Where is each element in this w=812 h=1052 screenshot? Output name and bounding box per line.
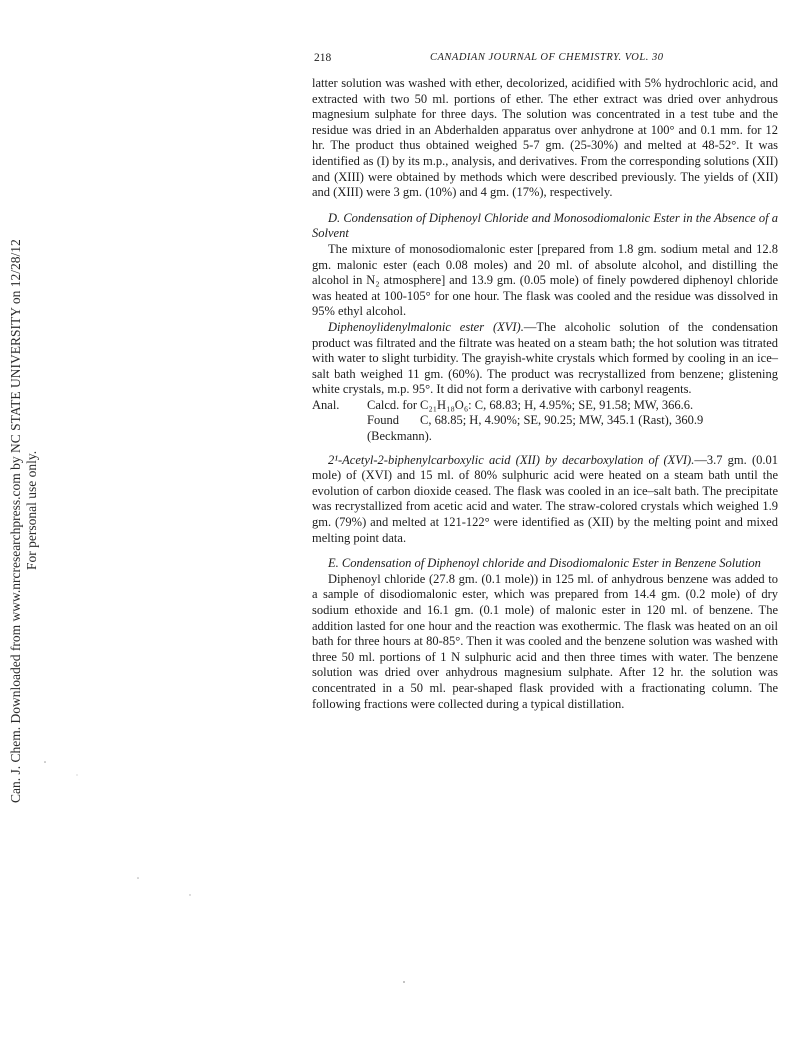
section-heading-d: D. Condensation of Diphenoyl Chloride and Monosodiomalonic Ester in the Absence of a Solvent xyxy=(312,210,778,241)
download-watermark xyxy=(0,0,60,1052)
paragraph-disodiomalonic: Diphenoyl chloride (27.8 gm. (0.1 mole)) in 125 ml. of anhydrous benzene was added to a sample of disodiomalonic ester, which was prepared from 14.4 gm. (0.2 mole) of dry sodium ethoxide and 16.1 gm. (0.1 mole) of malonic ester in 120 ml. of benzene. The addition lasted for one hour and the reaction was exothermic. The flask was heated on an oil bath for three hours at 80-85°. Then it was cooled and the benzene solution was washed with three 50 ml. portions of 1 N sulphuric acid and then three times with water. The benzene solution was dried over anhydrous magnesium sulphate. After 12 hr. the solution was concentrated in a 50 ml. pear-shaped flask provided with a fractionating column. The following fractions were collected during a typical distillation. xyxy=(312,571,778,711)
scan-speck xyxy=(189,894,190,895)
journal-title: CANADIAN JOURNAL OF CHEMISTRY. VOL. 30 xyxy=(430,52,664,63)
page-content xyxy=(312,50,778,712)
analysis-found-label: Found xyxy=(367,413,399,428)
analysis-found-row xyxy=(312,413,778,429)
running-head xyxy=(312,50,778,70)
analysis-block xyxy=(312,398,778,445)
analysis-label: Anal. xyxy=(312,397,340,412)
section-heading-e: E. Condensation of Diphenoyl chloride and Disodiomalonic Ester in Benzene Solution xyxy=(328,556,761,571)
paragraph-body-xvi: —The alcoholic solution of the condensation product was filtrated and the filtrate was heated on a steam bath; the hot solution was titrated with water to slight turbidity. The grayish-white crystals which formed by cooling in an ice–salt bath weighed 11 gm. (60%). The product was recrystallized from benzene; glistening white crystals, m.p. 95°. It did not form a derivative with carbonyl reagents. xyxy=(312,319,778,397)
watermark-personal-use-line: For personal use only. xyxy=(24,450,39,570)
paragraph-continuation: latter solution was washed with ether, decolorized, acidified with 5% hydrochloric acid, and extracted with two 50 ml. portions of ether. The ether extract was dried over anhydrous magnesium sulphate for three days. The solution was concentrated in a test tube and the residue was dried in an Abderhalden apparatus over anhydrone at 100° and 0.1 mm. for 12 hr. The product thus obtained weighed 5-7 gm. (25-30%) and melted at 48-52°. It was identified as (I) by its m.p., analysis, and derivatives. From the corresponding solutions (XII) and (XIII) were obtained by methods which were described previously. The yields of (XII) and (XIII) were 3 gm. (10%) and 4 gm. (17%), respectively. xyxy=(312,76,778,200)
paragraph-monosodiomalonic: The mixture of monosodiomalonic ester [prepared from 1.8 gm. sodium metal and 12.8 gm. malonic ester (each 0.08 moles) and 20 ml. of absolute alcohol, and distilling the alcohol in N₂ atmosphere] and 13.9 gm. (0.05 mole) of finely powdered diphenoyl chloride was heated at 100-105° for one hour. The flask was cooled and the residue was dissolved in 95% ethyl alcohol. xyxy=(312,241,778,319)
paragraph-lead-xii: 2¹-Acetyl-2-biphenylcarboxylic acid (XII) by decarboxylation of (XVI). xyxy=(328,452,695,467)
scan-speck xyxy=(76,774,77,775)
analysis-found-values: C, 68.85; H, 4.90%; SE, 90.25; MW, 345.1 (Rast), 360.9 xyxy=(420,413,704,428)
analysis-found-continuation: (Beckmann). xyxy=(367,429,432,444)
paragraph-decarboxylation xyxy=(312,453,778,547)
page-number: 218 xyxy=(314,52,332,64)
analysis-calcd-row xyxy=(312,398,778,414)
watermark-download-line: Can. J. Chem. Downloaded from www.nrcresearchpress.com by NC STATE UNIVERSITY on 12/28/12 xyxy=(8,239,23,803)
scan-speck xyxy=(137,877,139,879)
analysis-calcd-values: C₂₁H₁₈O₆: C, 68.83; H, 4.95%; SE, 91.58; MW, 366.6. xyxy=(420,397,694,412)
scan-speck xyxy=(403,981,405,983)
paragraph-lead-xvi: Diphenoylidenylmalonic ester (XVI). xyxy=(328,319,524,334)
paragraph-diphenoylidenylmalonic xyxy=(312,320,778,398)
analysis-found-cont-row xyxy=(312,429,778,445)
paragraph-body-xii: —3.7 gm. (0.01 mole) of (XVI) and 15 ml. of 80% sulphuric acid were heated on a steam bath until the evolution of carbon dioxide ceased. The flask was cooled in an ice–salt bath. The precipitate was recrystallized from acetic acid and water. The straw-colored crystals which weighed 1.9 gm. (79%) and melted at 121-122° were identified as (XII) by the melting point and mixed melting point data. xyxy=(312,452,778,545)
analysis-calcd-label: Calcd. for xyxy=(367,397,417,412)
